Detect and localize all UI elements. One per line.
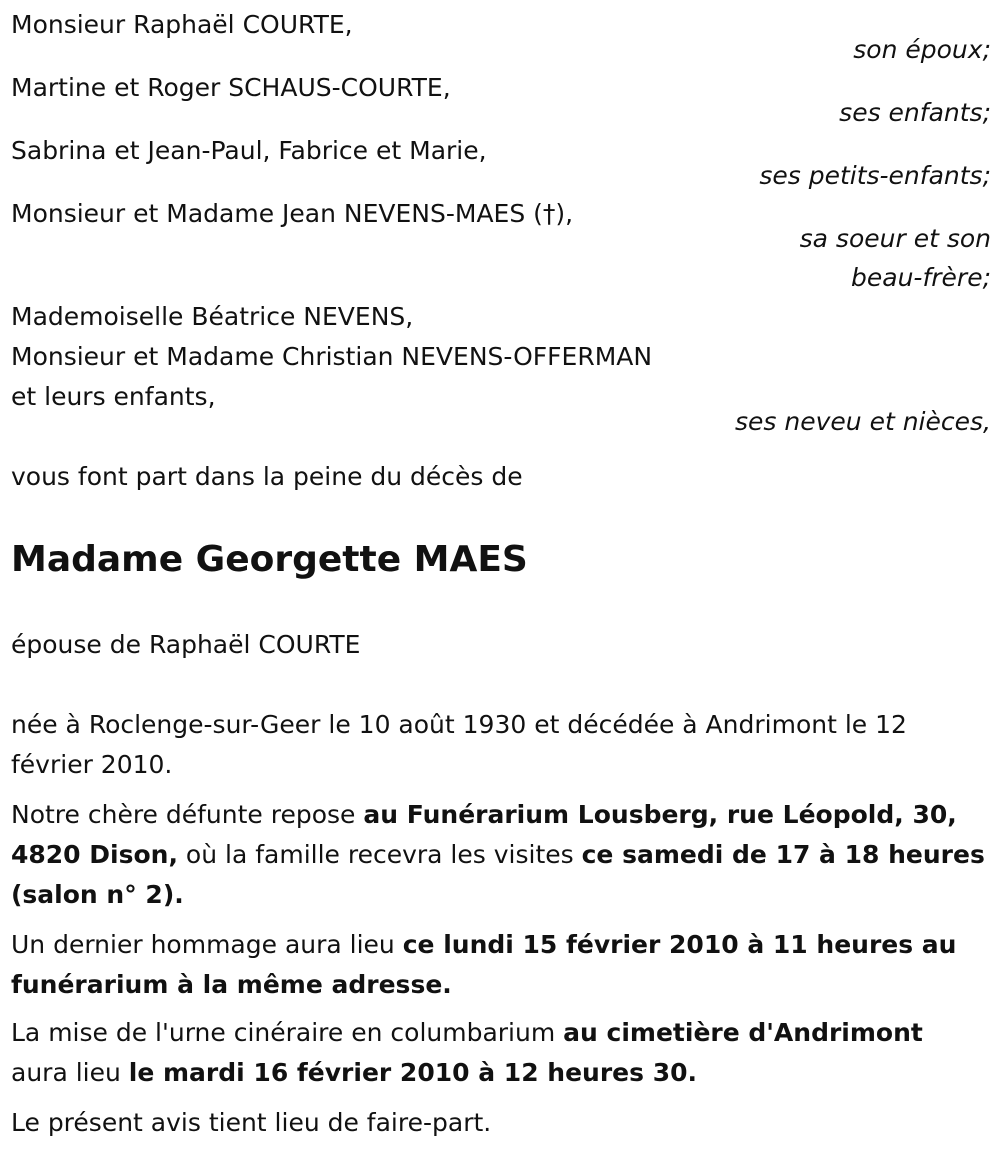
rest-text-1: Notre chère défunte repose [11,800,364,829]
spouse-role: son époux; [853,35,991,64]
rest-text-2: où la famille recevra les visites [177,840,582,869]
urn-text-2: aura lieu [11,1058,129,1087]
deceased-name: Madame Georgette MAES [11,539,528,580]
grandchildren-role: ses petits-enfants; [759,161,991,190]
sister-role-line2: beau-frère; [851,263,991,292]
sister-name: Monsieur et Madame Jean NEVENS-MAES (†), [11,199,574,228]
rest-paragraph [11,795,986,915]
grandchildren-name: Sabrina et Jean-Paul, Fabrice et Marie, [11,136,487,165]
birth-death: née à Roclenge-sur-Geer le 10 août 1930 et décédée à Andrimont le 12 février 2010. [11,710,907,779]
announcement: vous font part dans la peine du décès de [11,462,523,491]
children-name: Martine et Roger SCHAUS-COURTE, [11,73,451,102]
urn-text-1: La mise de l'urne cinéraire en columbarium [11,1018,564,1047]
niece-line-2: Monsieur et Madame Christian NEVENS-OFFERMAN [11,342,653,371]
urn-paragraph [11,1013,971,1093]
niece-line-1: Mademoiselle Béatrice NEVENS, [11,302,414,331]
homage-text: Un dernier hommage aura lieu [11,930,403,959]
niece-line-3: et leurs enfants, [11,382,216,411]
rest-visits: ce samedi de 17 à 18 heures (salon n° 2). [11,840,985,909]
children-role: ses enfants; [839,98,991,127]
niece-role: ses neveu et nièces, [735,407,991,436]
homage-details: ce lundi 15 février 2010 à 11 heures au funérarium à la même adresse. [11,930,957,999]
homage-paragraph [11,925,971,1005]
rest-location: au Funérarium Lousberg, rue Léopold, 30, 4820 Dison, [11,800,957,869]
sister-role-line1: sa soeur et son [799,224,991,253]
spouse-name: Monsieur Raphaël COURTE, [11,10,353,39]
spouse-of: épouse de Raphaël COURTE [11,630,361,659]
urn-location: au cimetière d'Andrimont [563,1018,923,1047]
urn-date: le mardi 16 février 2010 à 12 heures 30. [128,1058,697,1087]
closing: Le présent avis tient lieu de faire-part. [11,1108,492,1137]
